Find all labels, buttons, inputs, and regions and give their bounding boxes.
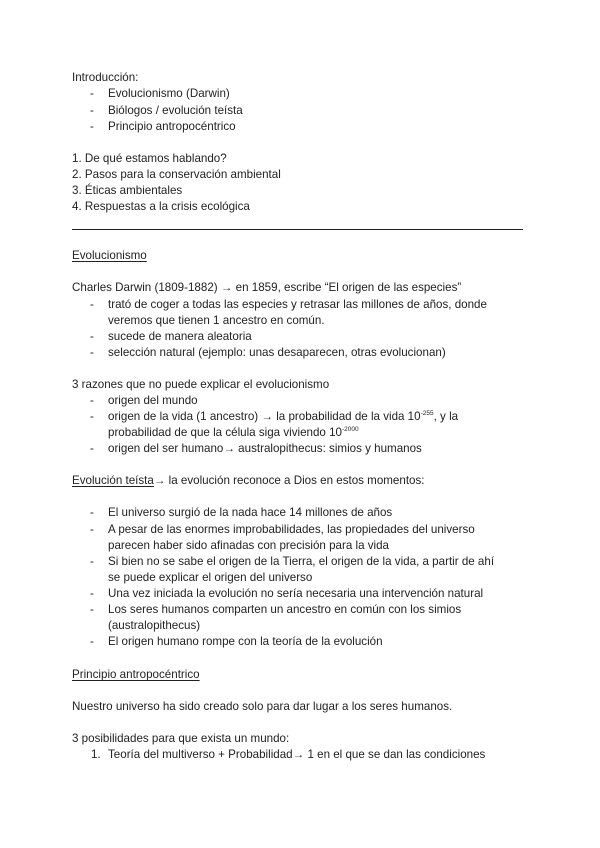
bullet-marker: - [90,410,94,423]
bullet-marker: - [90,346,94,359]
bullet-marker: - [90,506,94,519]
teista-heading: Evolución teísta [72,474,154,487]
teista-bullet: Los seres humanos comparten un ancestro en común con los simios [108,603,462,616]
bullet-marker: - [90,523,94,536]
teista-bullet: Una vez iniciada la evolución no sería necesaria una intervención natural [108,587,484,600]
bullet-marker: - [90,394,94,407]
numbered-item: 4. Respuestas a la crisis ecológica [72,200,250,213]
darwin-line: Charles Darwin (1809-1882) → en 1859, escribe “El origen de las especies” [72,281,462,294]
teista-bullet-cont: (australopithecus) [108,619,201,632]
teista-bullet-cont: parecen haber sido afinadas con precisión para la vida [108,539,390,552]
bullet-marker: - [90,635,94,648]
teista-heading-rest: → la evolución reconoce a Dios en estos momentos: [153,474,425,487]
bullet-marker: - [90,442,94,455]
bullet-marker: - [90,330,94,343]
section-heading-antropocentrico: Principio antropocéntrico [72,668,200,681]
teista-bullet: El origen humano rompe con la teoría de la evolución [108,635,383,648]
reason-item-cont: probabilidad de que la célula siga viviendo $10^{-2000}$ [108,426,359,439]
numbered-item: 1. De qué estamos hablando? [72,152,227,165]
exponent: -255 [420,410,434,417]
list-number: 1. [91,748,101,761]
intro-bullet: Evolucionismo (Darwin) [108,87,230,100]
teista-bullet: Si bien no se sabe el origen de la Tierra, el origen de la vida, a partir de ahí [108,555,495,568]
reason-item: origen de la vida (1 ancestro) → la probabilidad de la vida $10^{-255}$, y la [108,410,459,423]
evolucionismo-bullet: selección natural (ejemplo: unas desaparecen, otras evolucionan) [108,346,446,359]
bullet-marker: - [90,298,94,311]
evolucionismo-bullet: trató de coger a todas las especies y retrasar las millones de años, donde [108,298,487,311]
reason-item: origen del ser humano→ australopithecus: simios y humanos [108,442,422,455]
section-heading-teista [72,473,425,489]
teista-bullet: A pesar de las enormes improbabilidades, las propiedades del universo [108,523,475,536]
numbered-item: 2. Pasos para la conservación ambiental [72,168,281,181]
evolucionismo-bullet-cont: veremos que tienen 1 ancestro en común. [108,314,325,327]
reasons-title: 3 razones que no puede explicar el evolucionismo [72,378,330,391]
bullet-marker: - [90,603,94,616]
bullet-marker: - [90,87,94,100]
teista-bullet-cont: se puede explicar el origen del universo [108,571,313,584]
exponent: -2000 [341,426,359,433]
intro-bullet: Principio antropocéntrico [108,120,236,133]
teista-bullet: El universo surgió de la nada hace 14 millones de años [108,506,393,519]
bullet-marker: - [90,120,94,133]
section-heading-evolucionismo: Evolucionismo [72,249,147,262]
intro-bullet: Biólogos / evolución teísta [108,104,243,117]
horizontal-rule [72,229,523,230]
possibility-item: Teoría del multiverso + Probabilidad→ 1 en el que se dan las condiciones [108,748,486,761]
reason-item: origen del mundo [108,394,198,407]
bullet-marker: - [90,587,94,600]
antropo-sentence: Nuestro universo ha sido creado solo para dar lugar a los seres humanos. [72,700,453,713]
bullet-marker: - [90,104,94,117]
intro-title: Introducción: [72,71,139,84]
bullet-marker: - [90,555,94,568]
numbered-item: 3. Éticas ambientales [72,184,183,197]
evolucionismo-bullet: sucede de manera aleatoria [108,330,252,343]
possibilities-title: 3 posibilidades para que exista un mundo: [72,732,290,745]
